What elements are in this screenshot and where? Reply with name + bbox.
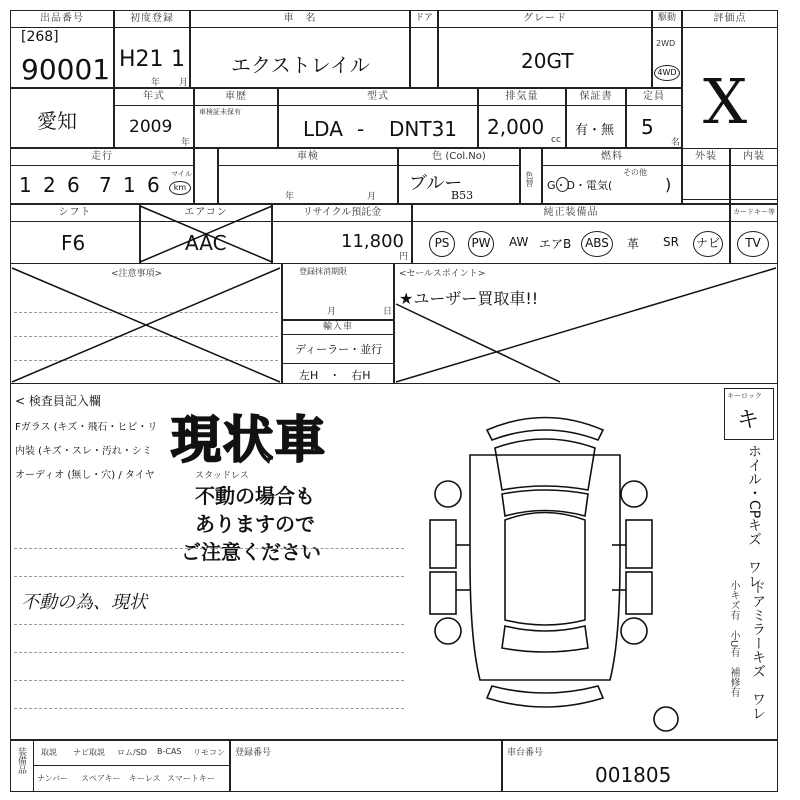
location: 愛知 [37,109,77,133]
front-bumper [487,418,603,441]
drive-4wd: 4WD [654,65,680,81]
shaken-label: 車検 [219,149,397,166]
sales-point-label: <セールスポイント> [399,269,486,279]
right-note-3: 小キズ有 小U有 補修有 [728,580,739,698]
side-panels [470,455,620,680]
equip-spare-key: スペアキー [81,774,121,783]
inspector-line-2: 内装 (キズ・スレ・汚れ・シミ [15,446,152,457]
dealer-label: ディーラー・並行 [295,343,383,356]
rear-window [502,626,588,652]
car-name-label: 車 名 [191,11,409,28]
equip-remote: リモコン [193,748,225,757]
first-reg-label: 初度登録 [115,11,189,28]
doors-label: ドア [411,11,437,28]
displacement: 2,000 [487,115,545,139]
door-front-right [626,520,652,568]
stamp-big: 現状車 [171,411,327,469]
color-code: B53 [451,189,474,202]
stamp-line-3: ご注意ください [181,540,321,564]
mileage-digit-4: 7 [99,173,112,197]
mileage-digit-3: 6 [67,173,80,197]
equipment-label: 装備品 [16,747,26,774]
car-name: エクストレイル [231,53,370,77]
capacity-unit: 名 [671,138,681,148]
inspector-line-3: オーディオ (無し・穴) / タイヤ [15,470,155,481]
lot-label: 出品番号 [11,11,113,28]
option-abs: ABS [581,231,613,257]
handle-label: 左H ・ 右H [299,369,371,382]
equip-navi-manual: ナビ取説 [73,748,105,757]
lot-code: [268] [21,29,59,45]
sales-cross-line [396,304,560,382]
color-change-label: 色替 [525,171,534,187]
type-code: DNT31 [389,117,458,141]
warranty-value: 有・無 [575,123,615,138]
tire-front-right [621,481,647,507]
tire-rear-left [435,618,461,644]
remarks-label: <注意事項> [111,269,163,279]
shaken-year: 年 [285,192,295,202]
door-rear-left [430,572,456,614]
type-dash: - [357,117,365,141]
exterior-label: 外装 [683,149,729,166]
shift-label: シフト [11,205,139,222]
mileage-unit-km: km [169,181,191,195]
grade-label: グレード [439,11,651,28]
year-unit: 年 [151,78,161,88]
month-label: 月 [327,307,337,317]
roof [505,513,585,626]
stamp-line-1: 不動の場合も [195,484,315,508]
year-unit-2: 年 [181,138,191,148]
equip-keyless: キーレス [129,774,161,783]
fuel-close: ) [665,175,672,194]
option-tv: TV [737,231,769,257]
fuel-label: 燃料 [543,149,681,166]
capacity: 5 [641,115,654,139]
reg-deadline-label: 登録抹消期限 [299,267,347,276]
mileage-unit-mile: マイル [171,170,192,178]
option-navi: ナビ [693,231,723,257]
mileage-label: 走行 [11,149,193,166]
shaken-month: 月 [367,192,377,202]
fuel-options: G・D・電気( [547,179,613,192]
sales-cross-line [396,268,776,382]
chassis-number: 001805 [595,763,672,787]
mileage-digit-2: 2 [43,173,56,197]
import-label: 輸入車 [283,321,393,335]
mileage-digit-6: 6 [147,173,160,197]
lot-number: 90001 [21,53,111,86]
color-label: 色 (Col.No) [399,149,519,166]
inspector-line-1: Fガラス (キズ・飛石・ヒビ・リ [15,422,158,433]
key-lock-mark: キ [737,408,760,433]
option-aw: AW [509,235,529,249]
chassis-label: 車台番号 [507,748,544,758]
sales-point: ★ユーザー買取車!! [399,289,539,308]
inspector-title: < 検査員記入欄 [15,394,101,408]
option-pw: PW [468,231,494,257]
color: ブルー [409,173,463,194]
key-lock-label: キーロック [727,392,762,400]
equip-smart-key: スマートキー [167,774,215,783]
cc-unit: cc [551,135,561,145]
score-value: X [703,65,748,138]
equip-bcas: B-CAS [157,747,182,756]
option-sunroof: SR [663,235,679,249]
type-label: 型式 [279,89,477,106]
car-diagram [430,418,678,732]
drive-2wd: 2WD [656,39,676,48]
recycle-label: リサイクル預託金 [273,205,411,222]
recycle-amount: 11,800 [341,231,404,252]
keyless-label: カードキー等 [731,205,777,222]
drive-label: 駆動 [653,11,681,28]
reg-number-label: 登録番号 [235,748,272,758]
stamp-line-2: ありますので [195,512,315,536]
first-reg-month: 1 [171,47,185,72]
score-label: 評価点 [683,11,777,28]
recycle-unit: 円 [399,252,409,262]
capacity-label: 定員 [627,89,681,106]
spare-tire [654,707,678,731]
option-ps: PS [429,231,455,257]
first-reg-era: H21 [119,47,164,72]
history-label: 車歴 [195,89,277,106]
displacement-label: 排気量 [479,89,565,106]
warranty-label: 保証書 [567,89,625,106]
fuel-other: その他 [623,168,647,177]
aircon-label: エアコン [141,205,271,222]
tire-note: スタッドレス [195,471,249,481]
month-unit: 月 [179,78,189,88]
right-note-1: ホイル・CPキズ ワレ [746,444,762,589]
hood [495,439,595,490]
door-rear-right [626,572,652,614]
interior-label: 内装 [731,149,777,166]
tire-front-left [435,481,461,507]
equip-manual: 取説 [41,748,57,757]
rear-bumper [487,686,603,707]
day-label: 日 [383,307,393,317]
equip-rom-sd: ロム/SD [117,748,147,757]
option-airbag: エアB [539,237,572,251]
door-front-left [430,520,456,568]
options-label: 純正装備品 [413,205,729,222]
tire-rear-right [621,618,647,644]
model-year: 2009 [129,117,173,137]
type-prefix: LDA [303,117,343,141]
right-note-2: ドアミラーキズ ワレ [750,580,766,720]
shift: F6 [61,231,86,255]
aircon: AAC [185,231,227,255]
mileage-digit-5: 1 [123,173,136,197]
grade: 20GT [521,49,574,73]
equip-plate: ナンバー [37,774,69,783]
handwritten-note: 不動の為、現状 [21,592,147,613]
history-note: 車検証未保有 [199,108,241,116]
model-year-label: 年式 [115,89,193,106]
option-leather: 革 [627,237,640,251]
mileage-digit-1: 1 [19,173,32,197]
